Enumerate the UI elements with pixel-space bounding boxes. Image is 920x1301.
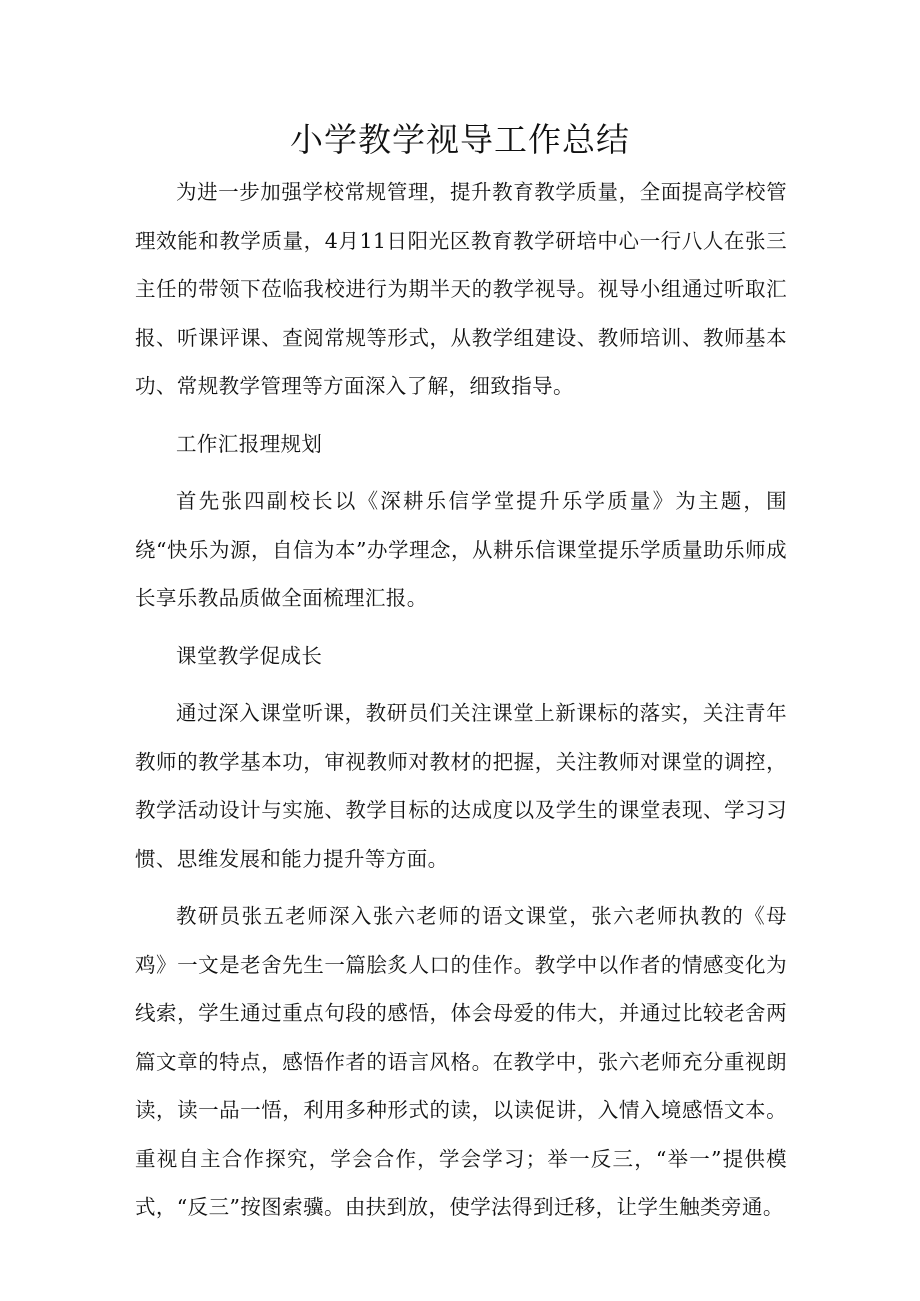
paragraph-report: 首先张四副校长以《深耕乐信学堂提升乐学质量》为主题，围绕“快乐为源，自信为本”办学理念，从耕乐信课堂提乐学质量助乐师成长享乐教品质做全面梳理汇报。 [135,489,787,610]
paragraph-classroom: 通过深入课堂听课，教研员们关注课堂上新课标的落实，关注青年教师的教学基本功，审视教师对教材的把握，关注教师对课堂的调控，教学活动设计与实施、教学目标的达成度以及学生的课堂表现、学习习惯、思维发展和能力提升等方面。 [135,701,787,871]
section-heading-classroom: 课堂教学促成长 [176,643,323,668]
document-body [135,168,787,1232]
document-title: 小学教学视导工作总结 [290,120,630,159]
paragraph-lesson: 教研员张五老师深入张六老师的语文课堂，张六老师执教的《母鸡》一文是老舍先生一篇脍炙人口的佳作。教学中以作者的情感变化为线索，学生通过重点句段的感悟，体会母爱的伟大，并通过比较老舍两篇文章的特点，感悟作者的语言风格。在教学中，张六老师充分重视朗读，读一品一悟，利用多种形式的读，以读促讲，入情入境感悟文本。重视自主合作探究，学会合作，学会学习；举一反三，“举一”提供模式，“反三”按图索骥。由扶到放，使学法得到迁移，让学生触类旁通。 [135,904,787,1219]
paragraph-intro: 为进一步加强学校常规管理，提升教育教学质量，全面提高学校管理效能和教学质量，4月11日阳光区教育教学研培中心一行八人在张三主任的带领下莅临我校进行为期半天的教学视导。视导小组通过听取汇报、听课评课、查阅常规等形式，从教学组建设、教师培训、教师基本功、常规教学管理等方面深入了解，细致指导。 [135,180,787,398]
section-heading-report: 工作汇报理规划 [176,431,323,456]
